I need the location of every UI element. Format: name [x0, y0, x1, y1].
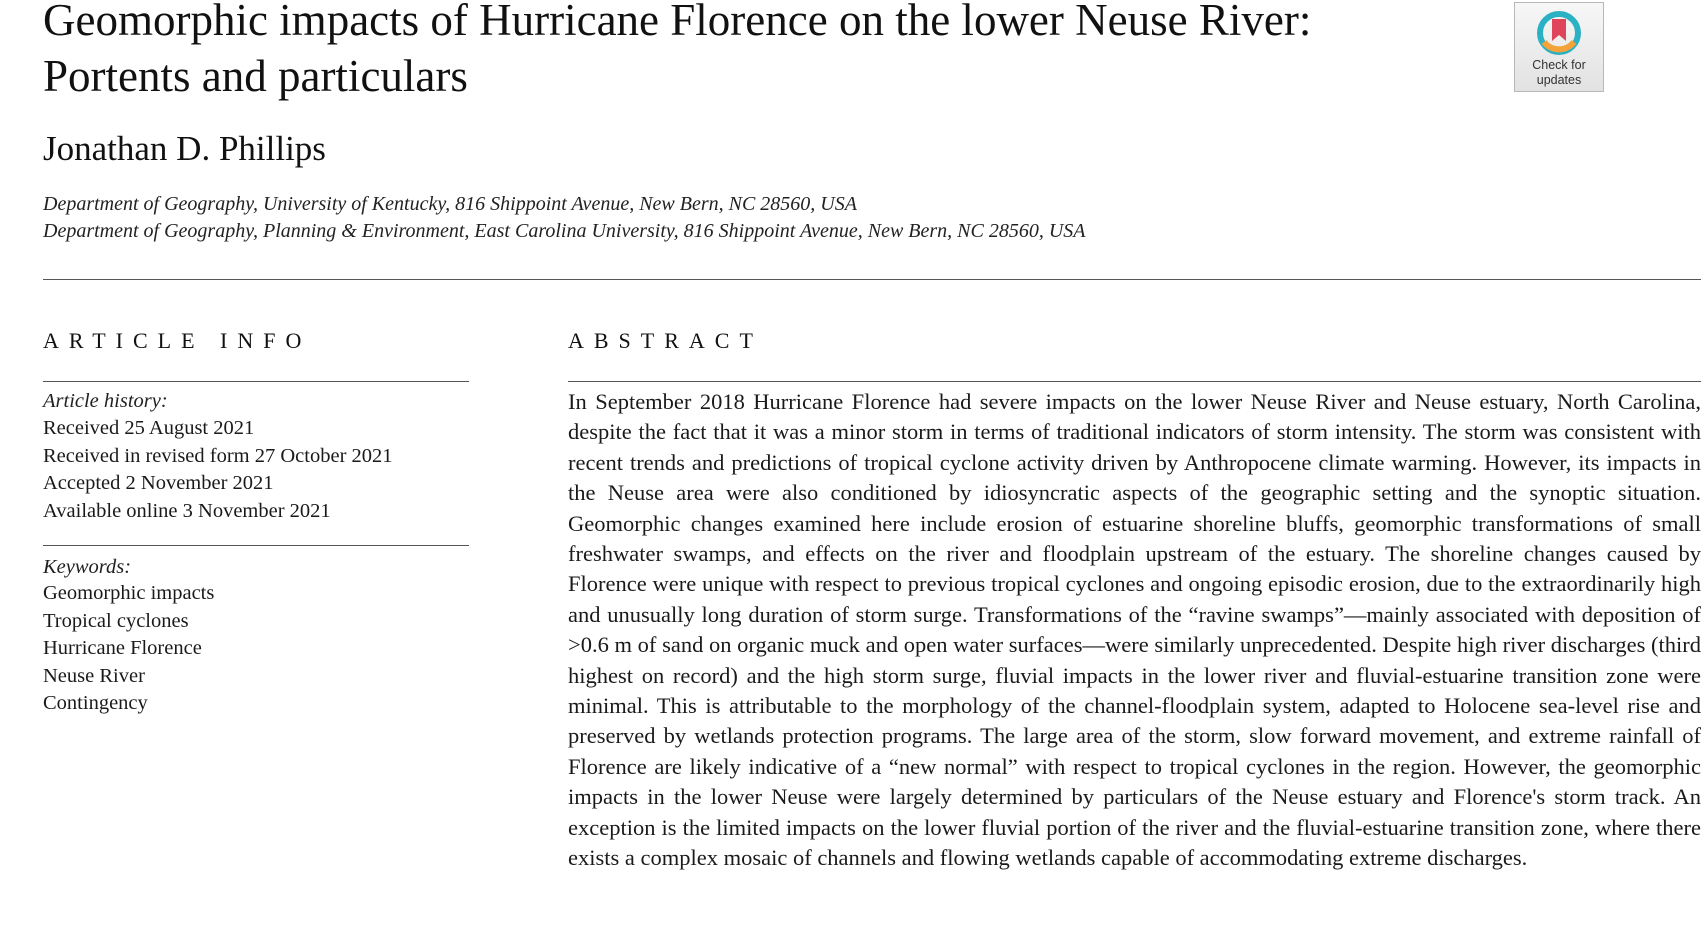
affiliation-2: Department of Geography, Planning & Environment, East Carolina University, 816 Shippoint Avenue, New Bern, NC 28560, USA: [43, 220, 1086, 242]
keyword-item: Neuse River: [43, 664, 145, 687]
header-divider: [43, 279, 1701, 280]
keyword-item: Tropical cyclones: [43, 609, 189, 632]
article-history-label: Article history:: [43, 390, 168, 412]
history-revised: Received in revised form 27 October 2021: [43, 444, 393, 467]
check-for-updates-icon: [1535, 9, 1583, 57]
keyword-item: Geomorphic impacts: [43, 582, 215, 604]
history-accepted: Accepted 2 November 2021: [43, 472, 274, 494]
check-for-updates-badge[interactable]: [1514, 2, 1604, 92]
paper-title: Geomorphic impacts of Hurricane Florence on the lower Neuse River: Portents and particulars: [43, 0, 1312, 101]
author-name: Jonathan D. Phillips: [43, 129, 326, 168]
keywords-divider: [43, 545, 469, 546]
abstract-text: In September 2018 Hurricane Florence had severe impacts on the lower Neuse River and Neuse estuary, North Carolina, despite the fact that it was a minor storm in terms of traditional indicators of storm intensity. The storm was consistent with recent trends and predictions of tropical cyclone activity driven by Anthropocene climate warming. However, its impacts in the Neuse area were also conditioned by idiosyncratic aspects of the geographic setting and the synoptic situation. Geomorphic changes examined here include erosion of estuarine shoreline bluffs, geomorphic transformations of small freshwater swamps, and effects on the river and floodplain upstream of the estuary. The shoreline changes caused by Florence were unique with respect to previous tropical cyclones and ongoing episodic erosion, due to the extraordinarily high and unusually long duration of storm surge. Transformations of the “ravine swamps”—mainly associated with deposition of >0.6 m of sand on organic muck and open water surfaces—were similarly unprecedented. Despite high river discharges (third highest on record) and the high storm surge, fluvial impacts in the lower river and fluvial-estuarine transition zone were minimal. This is attributable to the morphology of the channel-floodplain system, adapted to Holocene sea-level rise and preserved by wetlands protection programs. The large area of the storm, slow forward movement, and extreme rainfall of Florence are likely indicative of a “new normal” with respect to tropical cyclones in the region. However, the geomorphic impacts in the lower Neuse were largely determined by particulars of the Neuse estuary and Florence's storm track. An exception is the limited impacts on the lower fluvial portion of the river and the fluvial-estuarine transition zone, where there exists a complex mosaic of channels and flowing wetlands capable of accommodating extreme discharges.: [568, 389, 1701, 871]
keyword-item: Hurricane Florence: [43, 637, 202, 659]
keyword-item: Contingency: [43, 692, 148, 714]
history-received: Received 25 August 2021: [43, 417, 255, 439]
article-info-heading: ARTICLE INFO: [43, 328, 312, 353]
article-info-divider: [43, 381, 469, 382]
badge-label-line2: updates: [1536, 73, 1582, 87]
badge-label-line1: Check for: [1532, 58, 1586, 72]
abstract-heading: ABSTRACT: [568, 328, 763, 353]
abstract-divider: [568, 381, 1701, 382]
keywords-label: Keywords:: [43, 556, 132, 578]
article-history-list: [43, 415, 393, 525]
history-online: Available online 3 November 2021: [43, 499, 331, 522]
keywords-list: [43, 580, 214, 718]
affiliation-1: Department of Geography, University of Kentucky, 816 Shippoint Avenue, New Bern, NC 28560, USA: [43, 193, 857, 215]
